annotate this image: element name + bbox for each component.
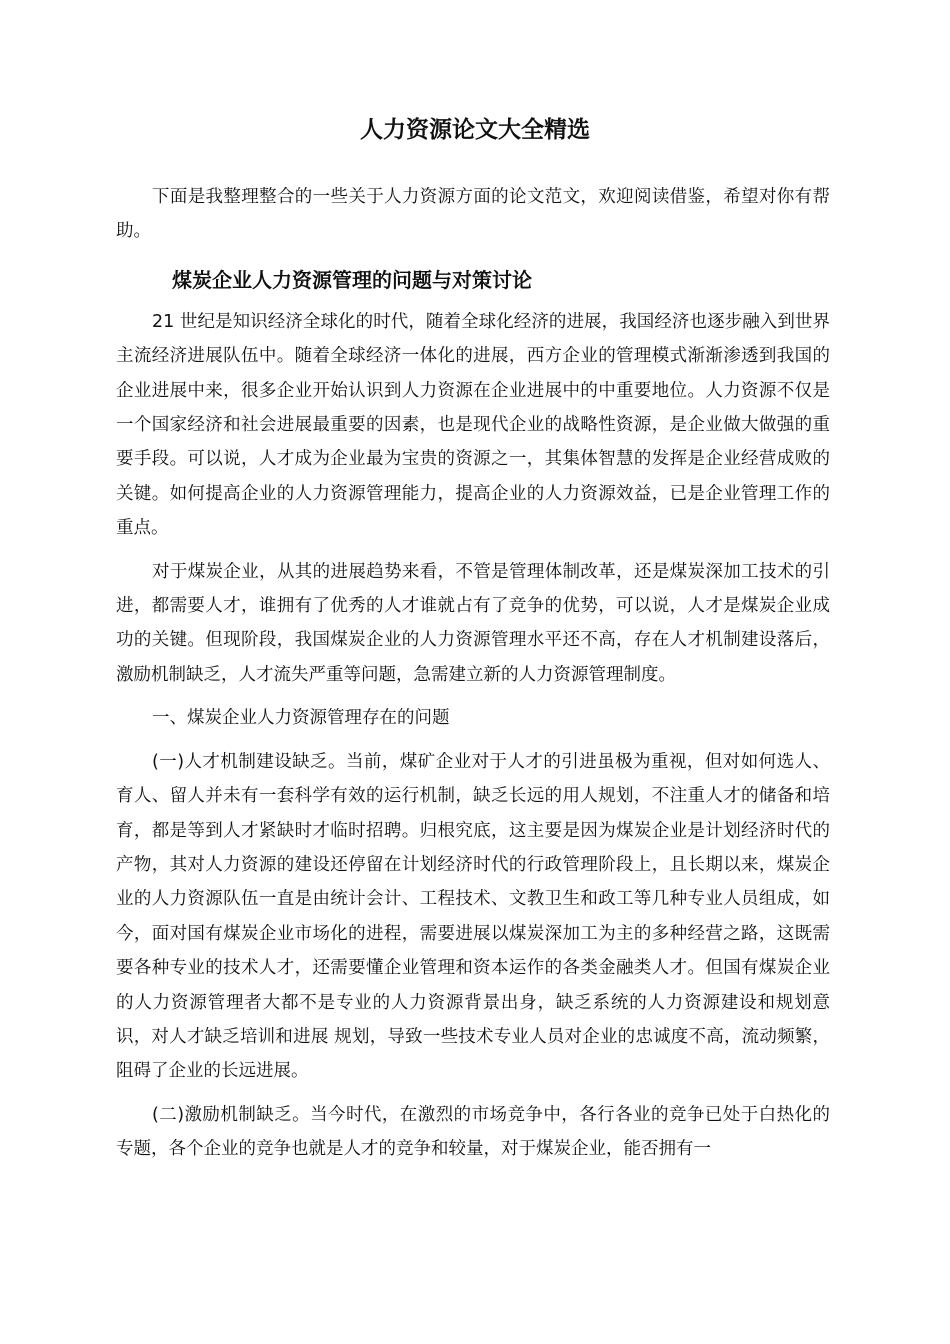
intro-paragraph: 下面是我整理整合的一些关于人力资源方面的论文范文，欢迎阅读借鉴，希望对你有帮助。 xyxy=(116,187,830,242)
article-title: 煤炭企业人力资源管理的问题与对策讨论 xyxy=(172,267,532,292)
body-paragraph: 21 世纪是知识经济全球化的时代，随着全球化经济的进展，我国经济也逐步融入到世界主流经济进展队伍中。随着全球经济一体化的进展，西方企业的管理模式渐渐渗透到我国的企业进展中来，很多企业开始认识到人力资源在企业进展中的中重要地位。人力资源不仅是一个国家经济和社会进展最重要的因素，也是现代企业的战略性资源，是企业做大做强的重要手段。可以说，人才成为企业最为宝贵的资源之一，其集体智慧的发挥是企业经营成败的关键。如何提高企业的人力资源管理能力，提高企业的人力资源效益，已是企业管理工作的重点。 xyxy=(116,311,830,539)
body-paragraph: 对于煤炭企业，从其的进展趋势来看，不管是管理体制改革，还是煤炭深加工技术的引进，都需要人才，谁拥有了优秀的人才谁就占有了竞争的优势，可以说，人才是煤炭企业成功的关键。但现阶段，我国煤炭企业的人力资源管理水平还不高，存在人才机制建设落后，激励机制缺乏，人才流失严重等问题，急需建立新的人力资源管理制度。 xyxy=(116,561,830,685)
document-body xyxy=(116,180,830,1167)
section-heading: 一、煤炭企业人力资源管理存在的问题 xyxy=(152,708,450,729)
body-paragraph: (一)人才机制建设缺乏。当前，煤矿企业对于人才的引进虽极为重视，但对如何选人、育人、留人并未有一套科学有效的运行机制，缺乏长远的用人规划，不注重人才的储备和培育，都是等到人才紧缺时才临时招聘。归根究底，这主要是因为煤炭企业是计划经济时代的产物，其对人力资源的建设还停留在计划经济时代的行政管理阶段上，且长期以来，煤炭企业的人力资源队伍一直是由统计会计、工程技术、文教卫生和政工等几种专业人员组成，如今，面对国有煤炭企业市场化的进程，需要进展以煤炭深加工为主的多种经营之路，这既需要各种专业的技术人才，还需要懂企业管理和资本运作的各类金融类人才。但国有煤炭企业的人力资源管理者大都不是专业的人力资源背景出身，缺乏系统的人力资源建设和规划意识，对人才缺乏培训和进展 规划，导致一些技术专业人员对企业的忠诚度不高，流动频繁，阻碍了企业的长远进展。 xyxy=(116,751,830,1082)
body-paragraph: (二)激励机制缺乏。当今时代，在激烈的市场竞争中，各行各业的竞争已处于白热化的专题，各个企业的竞争也就是人才的竞争和较量，对于煤炭企业，能否拥有一 xyxy=(116,1104,830,1160)
document-title: 人力资源论文大全精选 xyxy=(360,117,590,143)
